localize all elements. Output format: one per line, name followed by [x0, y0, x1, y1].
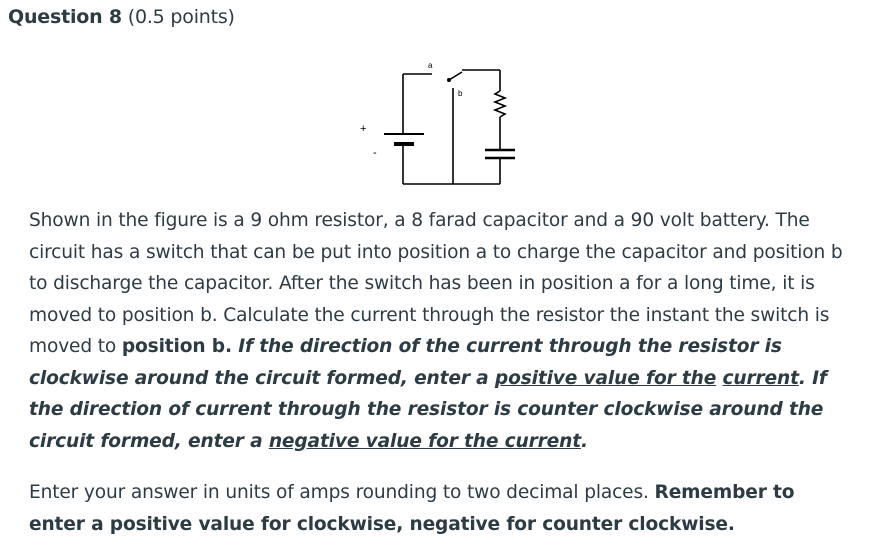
label-plus: +	[360, 123, 367, 135]
circuit-diagram	[340, 58, 530, 193]
p1-intro: Shown in the figure is a 9 ohm resistor, a 8 farad capacitor and a 90 volt battery. The circuit has a switch that can be put into position a to charge the capacitor and position b to discharge the capacitor. After the switch has been in position a for a long time, it is moved to position b. Calculate the current through the resistor the instant the switch is moved to	[29, 210, 843, 357]
label-b: b	[458, 89, 463, 98]
label-minus: -	[373, 147, 377, 159]
p1-end: .	[580, 430, 588, 452]
resistor	[495, 91, 505, 117]
p1-position-b: position b	[121, 336, 225, 357]
p1-positive-value-b: current	[722, 367, 799, 389]
switch-blade	[449, 72, 462, 80]
question-paragraph-2	[29, 477, 849, 540]
p1-instruction-2: . If the direction of current through the resistor is counter clockwise around the circuit formed, enter a	[29, 367, 827, 452]
p2-intro: Enter your answer in units of amps rounding to two decimal places.	[29, 482, 655, 503]
question-paragraph-1	[29, 205, 849, 457]
p1-positive-value-a: positive value for the	[494, 367, 717, 389]
p1-period: .	[224, 336, 239, 357]
question-title: Question 8	[8, 6, 122, 28]
p1-instruction-1: If the direction of the current through the resistor is clockwise around the circuit formed, enter a	[29, 336, 782, 389]
p2-reminder: Remember to enter a positive value for clockwise, negative for counter clockwise.	[29, 482, 795, 535]
label-a: a	[428, 61, 433, 70]
question-body	[29, 205, 849, 540]
question-header	[8, 6, 235, 28]
p1-negative-value: negative value for the current	[268, 430, 581, 452]
switch-contact	[447, 78, 451, 82]
question-points: (0.5 points)	[127, 6, 235, 28]
